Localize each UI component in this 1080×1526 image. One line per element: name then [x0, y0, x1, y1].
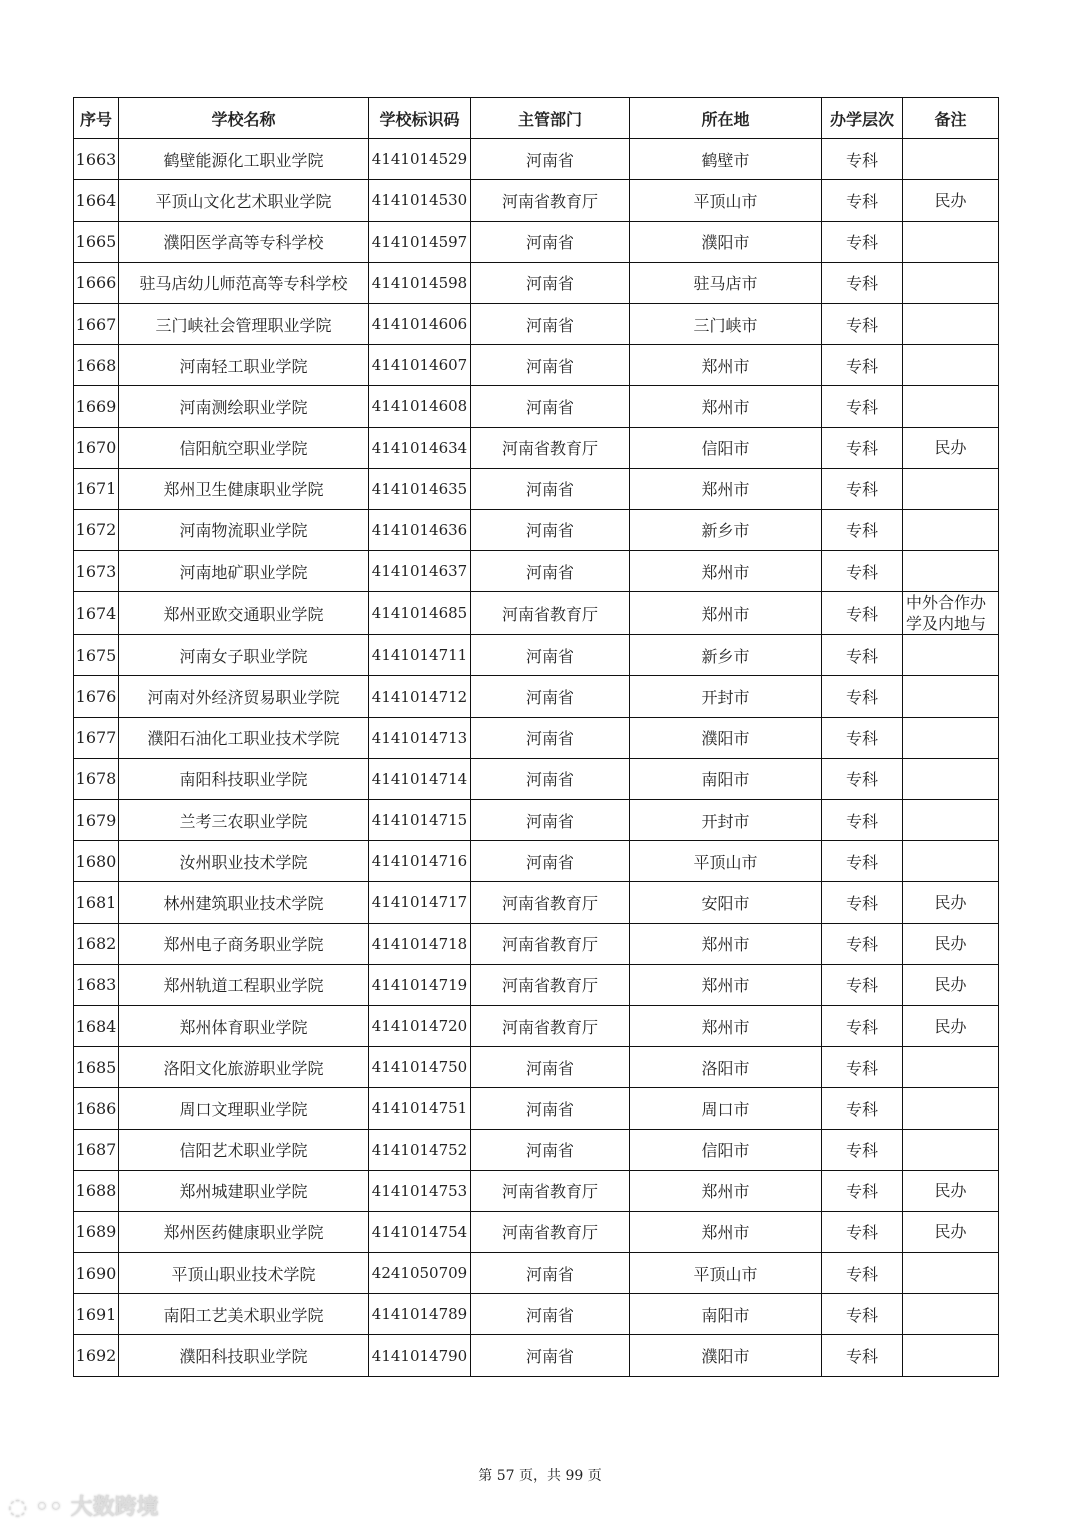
table-row	[74, 1253, 999, 1294]
cell-location: 洛阳市	[630, 1047, 822, 1088]
cell-school-code: 4141014750	[369, 1047, 471, 1088]
cell-note: 民办	[903, 964, 999, 1005]
header-school-name: 学校名称	[119, 98, 369, 139]
cell-level: 专科	[822, 262, 903, 303]
cell-department: 河南省教育厅	[471, 1170, 630, 1211]
cell-level: 专科	[822, 139, 903, 180]
header-note: 备注	[903, 98, 999, 139]
cell-department: 河南省	[471, 303, 630, 344]
cell-location: 濮阳市	[630, 717, 822, 758]
cell-note	[903, 800, 999, 841]
cell-index: 1685	[74, 1047, 119, 1088]
cell-department: 河南省	[471, 1335, 630, 1376]
table-row	[74, 1211, 999, 1252]
table-row	[74, 427, 999, 468]
cell-note	[903, 386, 999, 427]
table-header-row	[74, 98, 999, 139]
cell-level: 专科	[822, 1294, 903, 1335]
cell-school-code: 4141014529	[369, 139, 471, 180]
cell-note	[903, 1088, 999, 1129]
cell-school-name: 河南轻工职业学院	[119, 345, 369, 386]
page-number: 第 57 页，共 99 页	[478, 1468, 602, 1484]
cell-level: 专科	[822, 882, 903, 923]
cell-index: 1667	[74, 303, 119, 344]
cell-department: 河南省	[471, 345, 630, 386]
table-row	[74, 262, 999, 303]
cell-school-code: 4141014530	[369, 180, 471, 221]
cell-school-code: 4141014719	[369, 964, 471, 1005]
cell-location: 鹤壁市	[630, 139, 822, 180]
cell-index: 1664	[74, 180, 119, 221]
cell-location: 三门峡市	[630, 303, 822, 344]
cell-note	[903, 1335, 999, 1376]
cell-department: 河南省	[471, 1253, 630, 1294]
cell-department: 河南省	[471, 676, 630, 717]
cell-department: 河南省教育厅	[471, 964, 630, 1005]
cell-level: 专科	[822, 180, 903, 221]
cell-index: 1688	[74, 1170, 119, 1211]
cell-department: 河南省教育厅	[471, 882, 630, 923]
cell-department: 河南省	[471, 800, 630, 841]
cell-level: 专科	[822, 800, 903, 841]
cell-location: 平顶山市	[630, 841, 822, 882]
cell-school-name: 信阳航空职业学院	[119, 427, 369, 468]
cell-location: 周口市	[630, 1088, 822, 1129]
cell-index: 1684	[74, 1005, 119, 1046]
cell-note: 民办	[903, 1211, 999, 1252]
cell-department: 河南省教育厅	[471, 1211, 630, 1252]
cell-department: 河南省	[471, 262, 630, 303]
cell-index: 1666	[74, 262, 119, 303]
table-row	[74, 800, 999, 841]
cell-note: 民办	[903, 180, 999, 221]
cell-location: 新乡市	[630, 509, 822, 550]
cell-level: 专科	[822, 923, 903, 964]
cell-note	[903, 468, 999, 509]
header-level: 办学层次	[822, 98, 903, 139]
cell-index: 1672	[74, 509, 119, 550]
cell-school-name: 信阳艺术职业学院	[119, 1129, 369, 1170]
cell-index: 1665	[74, 221, 119, 262]
cell-school-code: 4241050709	[369, 1253, 471, 1294]
cell-school-code: 4141014712	[369, 676, 471, 717]
cell-location: 郑州市	[630, 923, 822, 964]
cell-location: 郑州市	[630, 592, 822, 635]
cell-school-name: 河南对外经济贸易职业学院	[119, 676, 369, 717]
cell-school-code: 4141014608	[369, 386, 471, 427]
cell-school-name: 郑州亚欧交通职业学院	[119, 592, 369, 635]
cell-location: 濮阳市	[630, 221, 822, 262]
cell-department: 河南省教育厅	[471, 923, 630, 964]
table-row	[74, 964, 999, 1005]
cell-location: 郑州市	[630, 1005, 822, 1046]
cell-location: 南阳市	[630, 758, 822, 799]
table-row	[74, 758, 999, 799]
cell-school-name: 郑州体育职业学院	[119, 1005, 369, 1046]
cell-school-code: 4141014598	[369, 262, 471, 303]
table-row	[74, 635, 999, 676]
cell-level: 专科	[822, 303, 903, 344]
table-row	[74, 1047, 999, 1088]
cell-department: 河南省	[471, 551, 630, 592]
cell-index: 1677	[74, 717, 119, 758]
cell-level: 专科	[822, 676, 903, 717]
cell-level: 专科	[822, 345, 903, 386]
cell-level: 专科	[822, 1253, 903, 1294]
cell-school-name: 郑州城建职业学院	[119, 1170, 369, 1211]
cell-school-code: 4141014753	[369, 1170, 471, 1211]
table-row	[74, 303, 999, 344]
cell-school-code: 4141014635	[369, 468, 471, 509]
cell-note	[903, 758, 999, 799]
cell-school-name: 周口文理职业学院	[119, 1088, 369, 1129]
cell-school-code: 4141014637	[369, 551, 471, 592]
cell-location: 开封市	[630, 676, 822, 717]
cell-index: 1668	[74, 345, 119, 386]
cell-school-name: 兰考三农职业学院	[119, 800, 369, 841]
cell-department: 河南省教育厅	[471, 592, 630, 635]
cell-location: 郑州市	[630, 551, 822, 592]
table-row	[74, 1088, 999, 1129]
cell-school-code: 4141014636	[369, 509, 471, 550]
cell-school-name: 郑州医药健康职业学院	[119, 1211, 369, 1252]
cell-location: 郑州市	[630, 964, 822, 1005]
cell-school-code: 4141014716	[369, 841, 471, 882]
cell-location: 濮阳市	[630, 1335, 822, 1376]
cell-department: 河南省	[471, 468, 630, 509]
cell-school-code: 4141014752	[369, 1129, 471, 1170]
table-row	[74, 923, 999, 964]
cell-school-name: 汝州职业技术学院	[119, 841, 369, 882]
cell-index: 1689	[74, 1211, 119, 1252]
cell-location: 新乡市	[630, 635, 822, 676]
cell-school-name: 濮阳科技职业学院	[119, 1335, 369, 1376]
cell-level: 专科	[822, 1129, 903, 1170]
cell-school-name: 平顶山文化艺术职业学院	[119, 180, 369, 221]
cell-department: 河南省	[471, 139, 630, 180]
cell-school-name: 濮阳医学高等专科学校	[119, 221, 369, 262]
cell-level: 专科	[822, 592, 903, 635]
cell-location: 开封市	[630, 800, 822, 841]
cell-location: 平顶山市	[630, 180, 822, 221]
cell-note	[903, 717, 999, 758]
header-school-code: 学校标识码	[369, 98, 471, 139]
table-row	[74, 139, 999, 180]
cell-department: 河南省	[471, 758, 630, 799]
cell-school-name: 洛阳文化旅游职业学院	[119, 1047, 369, 1088]
cell-school-code: 4141014634	[369, 427, 471, 468]
cell-level: 专科	[822, 1047, 903, 1088]
cell-department: 河南省教育厅	[471, 180, 630, 221]
cell-department: 河南省	[471, 841, 630, 882]
cell-level: 专科	[822, 1005, 903, 1046]
cell-school-name: 南阳科技职业学院	[119, 758, 369, 799]
cell-school-code: 4141014751	[369, 1088, 471, 1129]
cell-school-name: 平顶山职业技术学院	[119, 1253, 369, 1294]
cell-school-name: 驻马店幼儿师范高等专科学校	[119, 262, 369, 303]
cell-note: 中外合作办学及内地与	[903, 592, 999, 635]
cell-school-name: 河南女子职业学院	[119, 635, 369, 676]
cell-index: 1682	[74, 923, 119, 964]
cell-location: 信阳市	[630, 427, 822, 468]
watermark-logo: ◌ ◦◦ 大数跨境	[8, 1495, 159, 1520]
header-index: 序号	[74, 98, 119, 139]
cell-note	[903, 635, 999, 676]
cell-school-code: 4141014685	[369, 592, 471, 635]
cell-school-name: 鹤壁能源化工职业学院	[119, 139, 369, 180]
cell-school-code: 4141014790	[369, 1335, 471, 1376]
cell-department: 河南省	[471, 1294, 630, 1335]
cell-index: 1690	[74, 1253, 119, 1294]
cell-school-name: 郑州卫生健康职业学院	[119, 468, 369, 509]
cell-department: 河南省	[471, 509, 630, 550]
table-row	[74, 180, 999, 221]
table-row	[74, 551, 999, 592]
cell-school-code: 4141014715	[369, 800, 471, 841]
cell-index: 1687	[74, 1129, 119, 1170]
cell-school-name: 郑州轨道工程职业学院	[119, 964, 369, 1005]
table-row	[74, 1170, 999, 1211]
cell-school-name: 河南物流职业学院	[119, 509, 369, 550]
table-row	[74, 509, 999, 550]
cell-department: 河南省	[471, 1129, 630, 1170]
cell-location: 郑州市	[630, 1170, 822, 1211]
school-list-table	[73, 97, 999, 1377]
cell-index: 1673	[74, 551, 119, 592]
cell-note	[903, 676, 999, 717]
table-row	[74, 221, 999, 262]
table-row	[74, 345, 999, 386]
table-row	[74, 1005, 999, 1046]
cell-level: 专科	[822, 551, 903, 592]
cell-level: 专科	[822, 964, 903, 1005]
cell-note: 民办	[903, 923, 999, 964]
cell-school-code: 4141014713	[369, 717, 471, 758]
cell-level: 专科	[822, 1088, 903, 1129]
cell-school-code: 4141014714	[369, 758, 471, 799]
cell-location: 驻马店市	[630, 262, 822, 303]
cell-school-code: 4141014717	[369, 882, 471, 923]
table-row	[74, 592, 999, 635]
cell-department: 河南省教育厅	[471, 427, 630, 468]
cell-school-code: 4141014720	[369, 1005, 471, 1046]
cell-level: 专科	[822, 509, 903, 550]
cell-department: 河南省	[471, 717, 630, 758]
cell-note	[903, 509, 999, 550]
cell-department: 河南省	[471, 386, 630, 427]
cell-location: 郑州市	[630, 468, 822, 509]
cell-school-name: 濮阳石油化工职业技术学院	[119, 717, 369, 758]
cell-note: 民办	[903, 882, 999, 923]
cell-level: 专科	[822, 841, 903, 882]
cell-school-code: 4141014711	[369, 635, 471, 676]
cell-level: 专科	[822, 221, 903, 262]
cell-department: 河南省教育厅	[471, 1005, 630, 1046]
cell-note	[903, 841, 999, 882]
cell-index: 1669	[74, 386, 119, 427]
cell-note	[903, 345, 999, 386]
cell-location: 安阳市	[630, 882, 822, 923]
cell-note	[903, 1129, 999, 1170]
cell-index: 1692	[74, 1335, 119, 1376]
cell-index: 1686	[74, 1088, 119, 1129]
cell-index: 1676	[74, 676, 119, 717]
cell-department: 河南省	[471, 1047, 630, 1088]
table-row	[74, 468, 999, 509]
cell-location: 郑州市	[630, 1211, 822, 1252]
cell-department: 河南省	[471, 635, 630, 676]
cell-index: 1663	[74, 139, 119, 180]
cell-index: 1678	[74, 758, 119, 799]
cell-level: 专科	[822, 635, 903, 676]
cell-index: 1679	[74, 800, 119, 841]
cell-school-name: 三门峡社会管理职业学院	[119, 303, 369, 344]
cell-location: 南阳市	[630, 1294, 822, 1335]
table-row	[74, 717, 999, 758]
cell-note	[903, 303, 999, 344]
cell-note	[903, 139, 999, 180]
cell-school-code: 4141014789	[369, 1294, 471, 1335]
cell-level: 专科	[822, 386, 903, 427]
cell-location: 郑州市	[630, 386, 822, 427]
cell-level: 专科	[822, 717, 903, 758]
table-row	[74, 1129, 999, 1170]
cell-location: 平顶山市	[630, 1253, 822, 1294]
cell-note	[903, 1253, 999, 1294]
cell-level: 专科	[822, 427, 903, 468]
table-row	[74, 386, 999, 427]
table-row	[74, 882, 999, 923]
table-row	[74, 676, 999, 717]
cell-note	[903, 551, 999, 592]
cell-school-name: 南阳工艺美术职业学院	[119, 1294, 369, 1335]
cell-index: 1671	[74, 468, 119, 509]
cell-department: 河南省	[471, 221, 630, 262]
cell-index: 1675	[74, 635, 119, 676]
cell-index: 1683	[74, 964, 119, 1005]
cell-note: 民办	[903, 1005, 999, 1046]
cell-note	[903, 1294, 999, 1335]
cell-school-code: 4141014606	[369, 303, 471, 344]
cell-index: 1681	[74, 882, 119, 923]
cell-school-code: 4141014718	[369, 923, 471, 964]
cell-index: 1670	[74, 427, 119, 468]
cell-school-code: 4141014597	[369, 221, 471, 262]
table-row	[74, 1335, 999, 1376]
cell-note: 民办	[903, 427, 999, 468]
cell-note	[903, 1047, 999, 1088]
cell-school-name: 林州建筑职业技术学院	[119, 882, 369, 923]
cell-school-code: 4141014607	[369, 345, 471, 386]
cell-note	[903, 262, 999, 303]
cell-index: 1674	[74, 592, 119, 635]
cell-department: 河南省	[471, 1088, 630, 1129]
cell-level: 专科	[822, 758, 903, 799]
table-row	[74, 841, 999, 882]
cell-note: 民办	[903, 1170, 999, 1211]
table-row	[74, 1294, 999, 1335]
cell-level: 专科	[822, 1211, 903, 1252]
cell-location: 信阳市	[630, 1129, 822, 1170]
cell-school-name: 郑州电子商务职业学院	[119, 923, 369, 964]
header-department: 主管部门	[471, 98, 630, 139]
cell-note	[903, 221, 999, 262]
cell-location: 郑州市	[630, 345, 822, 386]
cell-index: 1691	[74, 1294, 119, 1335]
cell-index: 1680	[74, 841, 119, 882]
cell-school-code: 4141014754	[369, 1211, 471, 1252]
header-location: 所在地	[630, 98, 822, 139]
cell-level: 专科	[822, 1335, 903, 1376]
cell-school-name: 河南地矿职业学院	[119, 551, 369, 592]
cell-school-name: 河南测绘职业学院	[119, 386, 369, 427]
cell-level: 专科	[822, 1170, 903, 1211]
cell-level: 专科	[822, 468, 903, 509]
